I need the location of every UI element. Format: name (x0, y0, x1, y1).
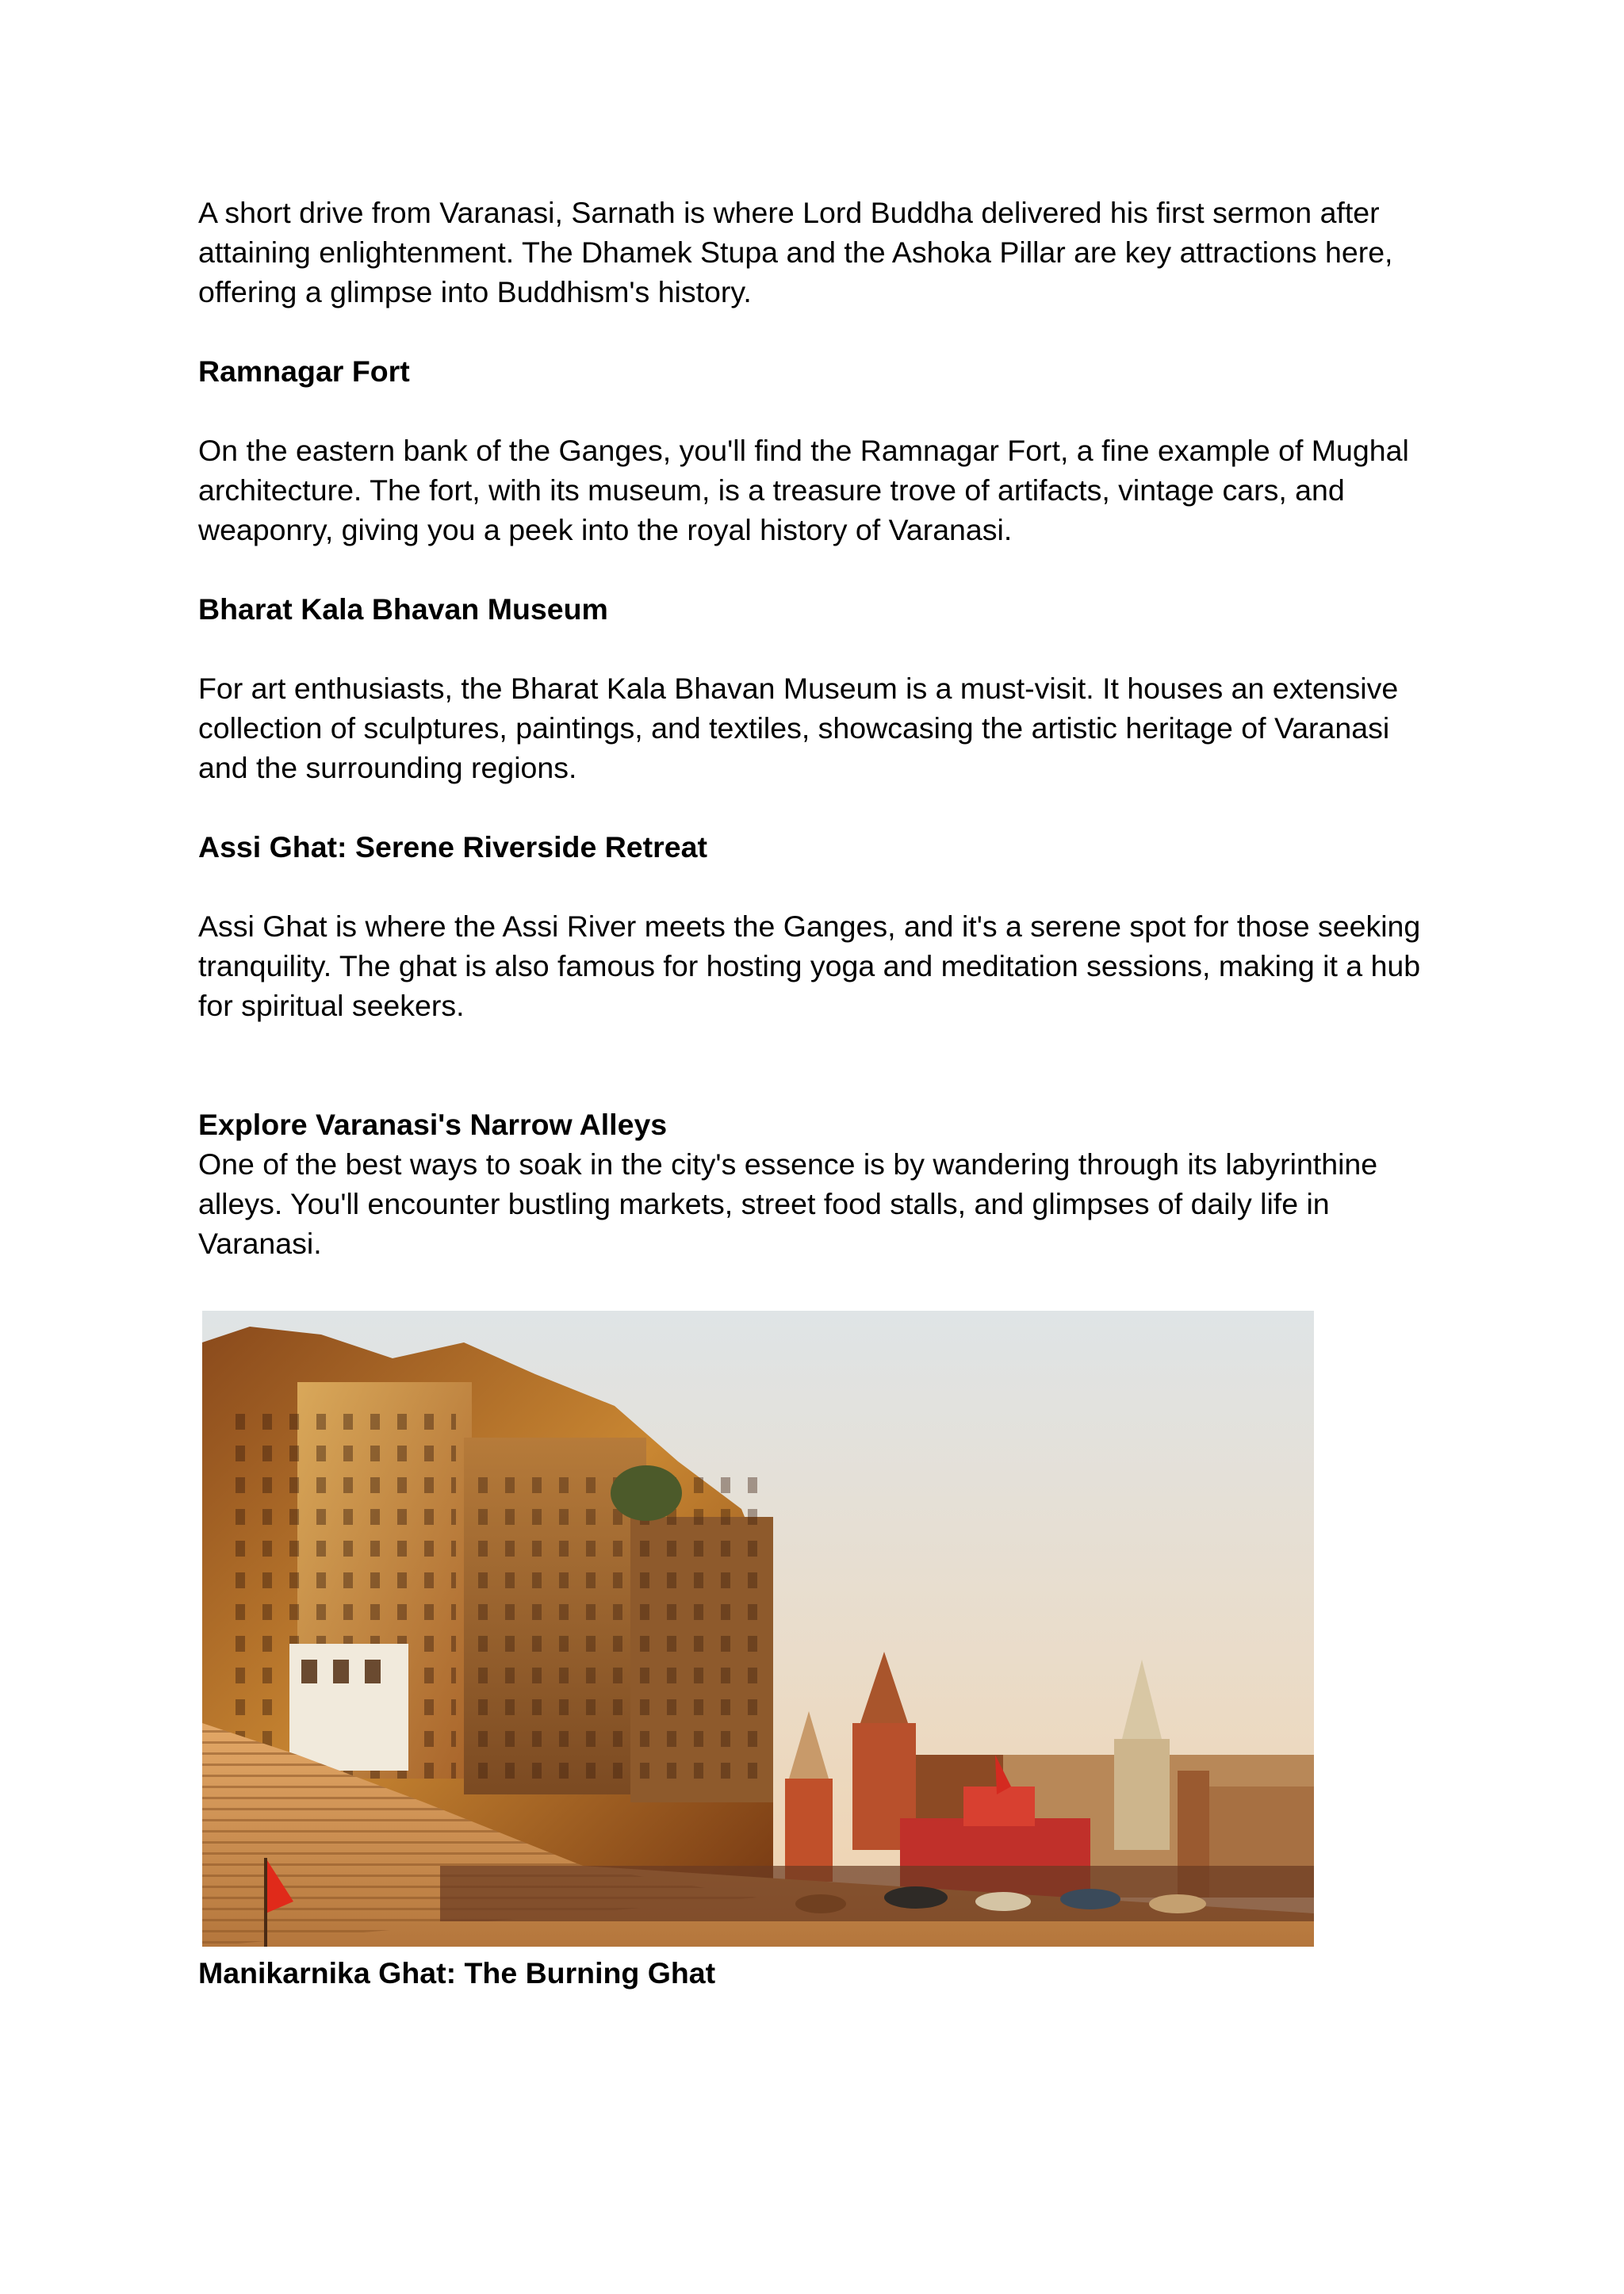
bharat-kala-bhavan-paragraph: For art enthusiasts, the Bharat Kala Bhavan Museum is a must-visit. It houses an extensive collection of sculptures, paintings, and textiles, showcasing the artistic heritage of Varanasi and the surrounding regions. (198, 672, 1399, 784)
ramnagar-fort-heading: Ramnagar Fort (198, 354, 410, 388)
varanasi-ghats-photo (202, 1311, 1314, 1947)
bharat-kala-bhavan-heading: Bharat Kala Bhavan Museum (198, 592, 608, 626)
ramnagar-fort-paragraph: On the eastern bank of the Ganges, you'll find the Ramnagar Fort, a fine example of Mughal architecture. The fort, with its museum, is a treasure trove of artifacts, vintage cars, and weaponry, giving you a peek into the royal history of Varanasi. (198, 434, 1409, 546)
document-content (198, 193, 1435, 1993)
sarnath-paragraph: A short drive from Varanasi, Sarnath is where Lord Buddha delivered his first sermon after attaining enlightenment. The Dhamek Stupa and the Ashoka Pillar are key attractions here, offering a glimpse into Buddhism's history. (198, 196, 1393, 308)
narrow-alleys-heading: Explore Varanasi's Narrow Alleys (198, 1108, 668, 1141)
narrow-alleys-paragraph: One of the best ways to soak in the city's essence is by wandering through its labyrinthine alleys. You'll encounter bustling markets, street food stalls, and glimpses of daily life in Varanasi. (198, 1147, 1378, 1260)
assi-ghat-heading: Assi Ghat: Serene Riverside Retreat (198, 830, 707, 864)
assi-ghat-paragraph: Assi Ghat is where the Assi River meets the Ganges, and it's a serene spot for those seeking tranquility. The ghat is also famous for hosting yoga and meditation sessions, making it a hub for spiritual seekers. (198, 910, 1421, 1022)
manikarnika-ghat-heading: Manikarnika Ghat: The Burning Ghat (198, 1956, 716, 1990)
